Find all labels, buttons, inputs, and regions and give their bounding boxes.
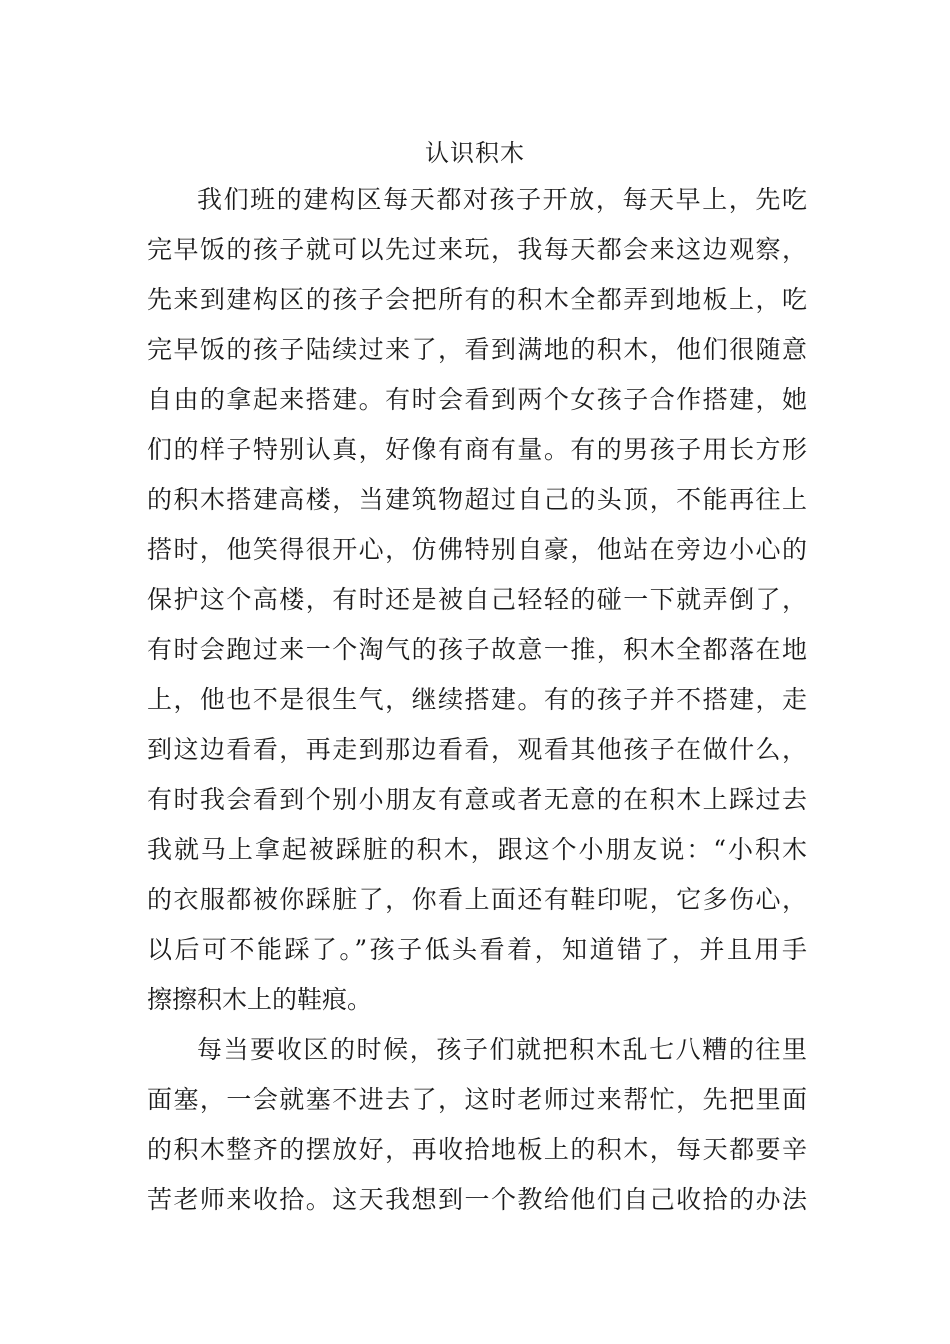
paragraph-line: 保护这个高楼，有时还是被自己轻轻的碰一下就弄倒了， (147, 585, 807, 614)
paragraph-line: 以后可不能踩了。”孩子低头看着，知道错了，并且用手 (147, 935, 807, 964)
paragraph-line: 搭时，他笑得很开心，仿佛特别自豪，他站在旁边小心的 (147, 535, 807, 564)
paragraph-line: 自由的拿起来搭建。有时会看到两个女孩子合作搭建，她 (147, 385, 807, 414)
paragraph-line: 有时我会看到个别小朋友有意或者无意的在积木上踩过去 (147, 785, 807, 814)
paragraph-line: 面塞，一会就塞不进去了，这时老师过来帮忙，先把里面 (147, 1085, 807, 1114)
paragraph-line: 的衣服都被你踩脏了，你看上面还有鞋印呢，它多伤心， (147, 885, 807, 914)
paragraph-line: 擦擦积木上的鞋痕。 (147, 985, 373, 1014)
paragraph-line: 我就马上拿起被踩脏的积木，跟这个小朋友说：“小积木 (147, 835, 807, 864)
paragraph-line: 的积木整齐的摆放好，再收拾地板上的积木，每天都要辛 (147, 1135, 807, 1164)
paragraph-line: 我们班的建构区每天都对孩子开放，每天早上，先吃 (197, 185, 807, 214)
paragraph-line: 完早饭的孩子就可以先过来玩，我每天都会来这边观察， (147, 235, 807, 264)
paragraph-line: 的积木搭建高楼，当建筑物超过自己的头顶，不能再往上 (147, 485, 807, 514)
paragraph-line: 上，他也不是很生气，继续搭建。有的孩子并不搭建，走 (147, 685, 807, 714)
page-title: 认识积木 (425, 139, 525, 167)
paragraph-line: 先来到建构区的孩子会把所有的积木全都弄到地板上，吃 (147, 285, 807, 314)
paragraph-line: 有时会跑过来一个淘气的孩子故意一推，积木全都落在地 (147, 635, 807, 664)
paragraph-line: 每当要收区的时候，孩子们就把积木乱七八糟的往里 (197, 1035, 807, 1064)
paragraph-line: 们的样子特别认真，好像有商有量。有的男孩子用长方形 (147, 435, 807, 464)
paragraph-line: 苦老师来收拾。这天我想到一个教给他们自己收拾的办法 (147, 1185, 807, 1214)
paragraph-line: 到这边看看，再走到那边看看，观看其他孩子在做什么， (147, 735, 807, 764)
paragraph-line: 完早饭的孩子陆续过来了，看到满地的积木，他们很随意 (147, 335, 807, 364)
